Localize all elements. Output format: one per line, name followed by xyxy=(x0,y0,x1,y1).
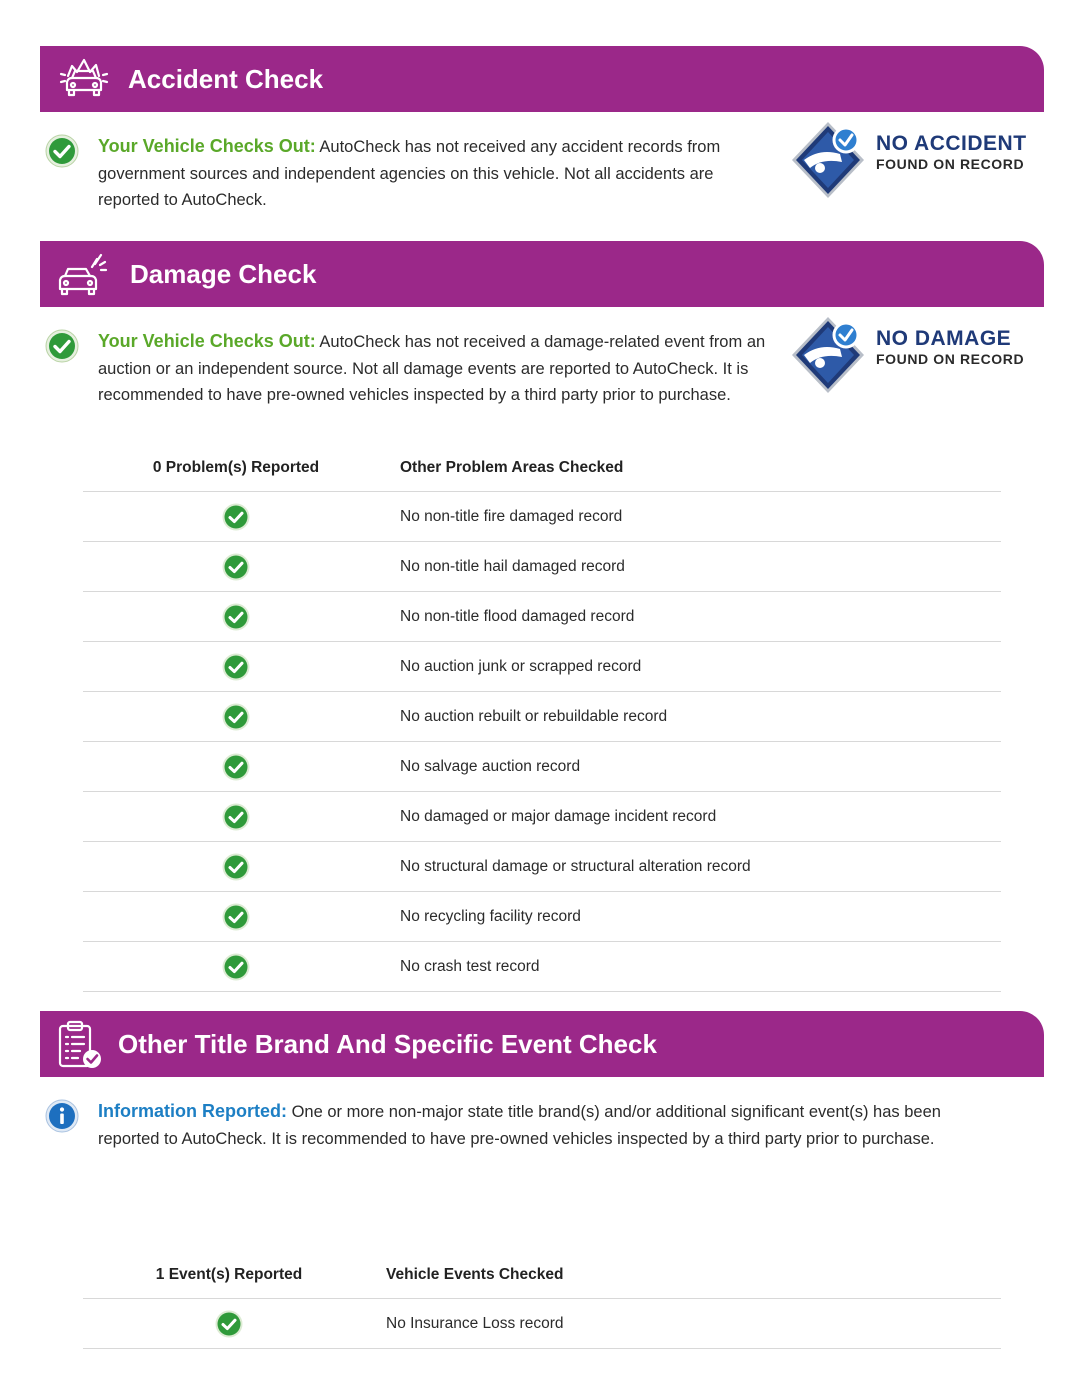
check-circle-icon xyxy=(222,803,250,831)
row-label: No crash test record xyxy=(400,958,540,975)
row-label: No Insurance Loss record xyxy=(386,1315,564,1332)
damage-summary-text: AutoCheck has not received a damage-related event from an auction or an independent source. Not all damage events are reported to AutoCheck. It is recommended to have pre-owned vehicles inspected by a third party prior to purchase. xyxy=(98,333,766,404)
accident-summary-text: AutoCheck has not received any accident records from government sources and independent agencies on this vehicle. Not all accidents are reported to AutoCheck. xyxy=(98,138,721,209)
badge-subline: FOUND ON RECORD xyxy=(876,156,1025,172)
title-brand-summary xyxy=(98,1098,998,1152)
check-circle-icon xyxy=(222,703,250,731)
table-row xyxy=(83,542,1001,592)
damage-table-header xyxy=(83,445,1001,492)
table-row xyxy=(83,942,1001,992)
check-circle-icon xyxy=(222,503,250,531)
badge-headline: NO ACCIDENT xyxy=(876,132,1027,155)
events-reported-header: 1 Event(s) Reported xyxy=(155,1266,303,1283)
row-label: No non-title flood damaged record xyxy=(400,608,635,625)
badge-headline: NO DAMAGE xyxy=(876,327,1012,350)
check-circle-icon xyxy=(222,903,250,931)
problems-reported-header: 0 Problem(s) Reported xyxy=(152,459,320,476)
events-table-header xyxy=(83,1252,1001,1299)
table-row xyxy=(83,892,1001,942)
check-circle-icon xyxy=(45,329,79,363)
problem-areas-header: Other Problem Areas Checked xyxy=(400,459,624,476)
no-damage-badge xyxy=(790,313,1040,397)
accident-check-banner xyxy=(40,46,1044,112)
check-circle-icon xyxy=(45,134,79,168)
record-shield-icon xyxy=(790,118,870,202)
info-circle-icon xyxy=(45,1099,79,1133)
badge-subline: FOUND ON RECORD xyxy=(876,351,1025,367)
check-circle-icon xyxy=(222,653,250,681)
table-row xyxy=(83,842,1001,892)
events-table-body xyxy=(83,1299,1001,1349)
table-row xyxy=(83,692,1001,742)
check-circle-icon xyxy=(215,1310,243,1338)
car-crash-icon xyxy=(58,54,110,106)
damaged-car-icon xyxy=(56,249,108,301)
title-brand-summary-text: One or more non-major state title brand(s) and/or additional significant event(s) has been reported to AutoCheck. It is recommended to have pre-owned vehicles inspected by a third party prior to purchase. xyxy=(98,1103,941,1148)
table-row xyxy=(83,592,1001,642)
record-shield-icon xyxy=(790,313,870,397)
table-row xyxy=(83,642,1001,692)
damage-status-lead: Your Vehicle Checks Out: xyxy=(98,331,316,351)
check-circle-icon xyxy=(222,953,250,981)
accident-check-title: Accident Check xyxy=(128,64,324,94)
check-circle-icon xyxy=(222,853,250,881)
title-brand-title: Other Title Brand And Specific Event Check xyxy=(118,1029,657,1059)
row-label: No non-title hail damaged record xyxy=(400,558,625,575)
accident-status-lead: Your Vehicle Checks Out: xyxy=(98,136,316,156)
check-circle-icon xyxy=(222,553,250,581)
events-table xyxy=(83,1252,1001,1349)
damage-check-banner xyxy=(40,241,1044,307)
table-row xyxy=(83,792,1001,842)
row-label: No recycling facility record xyxy=(400,908,581,925)
table-row xyxy=(83,742,1001,792)
table-row xyxy=(83,1299,1001,1349)
clipboard-check-icon xyxy=(54,1019,106,1071)
damage-summary xyxy=(98,328,783,409)
check-circle-icon xyxy=(222,753,250,781)
table-row xyxy=(83,492,1001,542)
row-label: No damaged or major damage incident record xyxy=(400,808,717,825)
title-brand-status-lead: Information Reported: xyxy=(98,1101,287,1121)
check-circle-icon xyxy=(222,603,250,631)
damage-table-body xyxy=(83,492,1001,992)
no-accident-badge xyxy=(790,118,1040,202)
accident-summary xyxy=(98,133,763,214)
row-label: No non-title fire damaged record xyxy=(400,508,623,525)
events-checked-header: Vehicle Events Checked xyxy=(386,1266,564,1283)
damage-table xyxy=(83,445,1001,992)
row-label: No salvage auction record xyxy=(400,758,581,775)
title-brand-banner xyxy=(40,1011,1044,1077)
row-label: No auction junk or scrapped record xyxy=(400,658,642,675)
damage-check-title: Damage Check xyxy=(130,259,317,289)
row-label: No auction rebuilt or rebuildable record xyxy=(400,708,668,725)
row-label: No structural damage or structural alteration record xyxy=(400,858,751,875)
